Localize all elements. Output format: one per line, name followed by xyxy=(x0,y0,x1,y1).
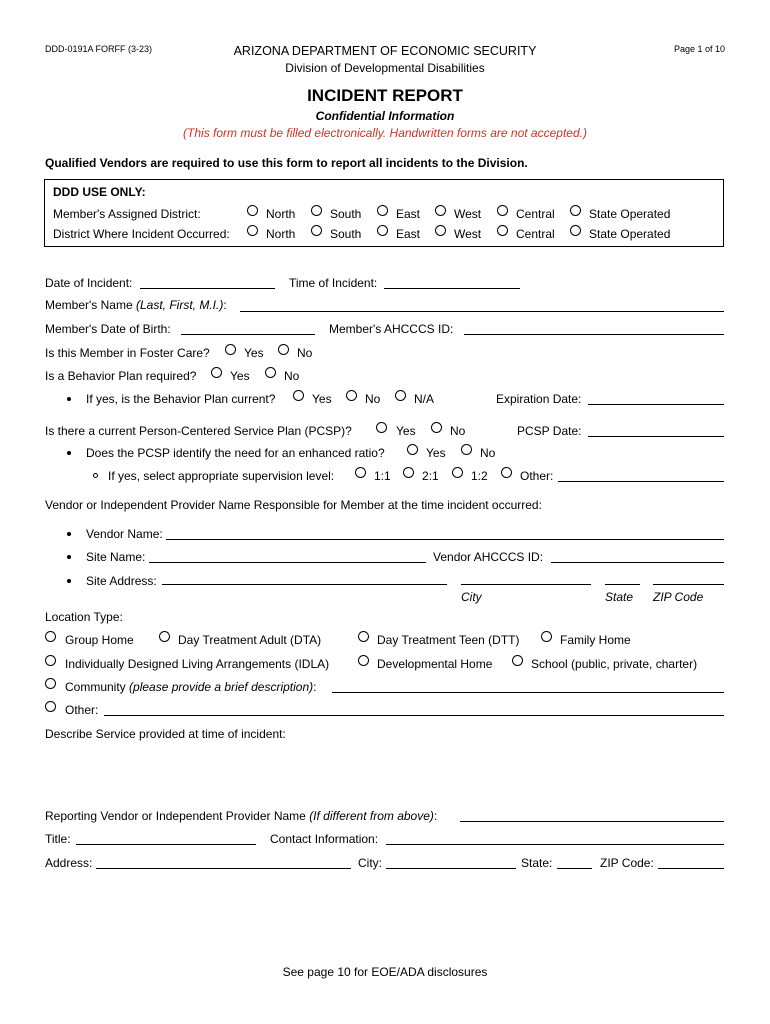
colon: : xyxy=(223,298,227,312)
date-of-incident-label: Date of Incident: xyxy=(45,276,133,290)
group-home-radio[interactable] xyxy=(45,631,56,642)
incident-south-radio[interactable] xyxy=(311,225,322,236)
no-label: No xyxy=(297,346,313,360)
agency-name: ARIZONA DEPARTMENT OF ECONOMIC SECURITY xyxy=(233,44,537,58)
member-name-field[interactable] xyxy=(240,311,724,312)
describe-service-label: Describe Service provided at time of incident: xyxy=(45,727,286,741)
ratio-1-1-radio[interactable] xyxy=(355,467,366,478)
ratio-yes-radio[interactable] xyxy=(407,444,418,455)
page-title: INCIDENT REPORT xyxy=(307,86,463,105)
idla-radio[interactable] xyxy=(45,655,56,666)
bullet xyxy=(67,532,71,536)
current-no-radio[interactable] xyxy=(346,390,357,401)
state-caption: State xyxy=(605,590,634,604)
yes-label: Yes xyxy=(396,424,416,438)
assigned-state-operated-radio[interactable] xyxy=(570,205,581,216)
community-text: Community xyxy=(65,680,126,694)
member-name-label xyxy=(45,298,227,312)
community-description-field[interactable] xyxy=(332,692,724,693)
colon: : xyxy=(313,680,317,694)
idla-label: Individually Designed Living Arrangements (IDLA) xyxy=(65,657,330,671)
division-name: Division of Developmental Disabilities xyxy=(285,61,485,75)
incident-west-radio[interactable] xyxy=(435,225,446,236)
pcsp-no-radio[interactable] xyxy=(431,422,442,433)
vendor-ahcccs-field[interactable] xyxy=(551,562,724,563)
ratio-other-label: Other: xyxy=(520,469,554,483)
other-location-label: Other: xyxy=(65,703,99,717)
behavior-no-radio[interactable] xyxy=(265,367,276,378)
behavior-plan-label: Is a Behavior Plan required? xyxy=(45,369,197,383)
pcsp-date-field[interactable] xyxy=(588,436,724,437)
no-label: No xyxy=(480,446,496,460)
assigned-district-label: Member's Assigned District: xyxy=(53,207,201,221)
site-name-field[interactable] xyxy=(149,562,426,563)
assigned-south-radio[interactable] xyxy=(311,205,322,216)
contact-info-field[interactable] xyxy=(386,844,724,845)
other-location-radio[interactable] xyxy=(45,701,56,712)
current-yes-radio[interactable] xyxy=(293,390,304,401)
ratio-no-radio[interactable] xyxy=(461,444,472,455)
behavior-yes-radio[interactable] xyxy=(211,367,222,378)
dtt-label: Day Treatment Teen (DTT) xyxy=(377,633,520,647)
time-of-incident-field[interactable] xyxy=(384,288,520,289)
community-hint: (please provide a brief description) xyxy=(129,680,314,694)
no-label: No xyxy=(284,369,300,383)
location-type-label: Location Type: xyxy=(45,610,123,624)
member-ahcccs-label: Member's AHCCCS ID: xyxy=(329,322,454,336)
dtt-radio[interactable] xyxy=(358,631,369,642)
zip-caption: ZIP Code xyxy=(653,590,704,604)
time-of-incident-label: Time of Incident: xyxy=(289,276,378,290)
yes-label: Yes xyxy=(426,446,446,460)
na-label: N/A xyxy=(414,392,435,406)
bullet xyxy=(67,579,71,583)
contact-info-label: Contact Information: xyxy=(270,832,379,846)
describe-service-area[interactable] xyxy=(45,745,725,800)
ddd-box-heading: DDD USE ONLY: xyxy=(53,185,146,199)
option-label: Central xyxy=(516,207,555,221)
option-label: Central xyxy=(516,227,555,241)
vendor-name-label: Vendor Name: xyxy=(86,527,163,541)
qualified-vendors-note: Qualified Vendors are required to use this form to report all incidents to the Division. xyxy=(45,156,528,170)
pcsp-date-label: PCSP Date: xyxy=(517,424,582,438)
enhanced-ratio-label: Does the PCSP identify the need for an enhanced ratio? xyxy=(86,446,385,460)
city-label: City: xyxy=(358,856,382,870)
ratio-2-1-label: 2:1 xyxy=(422,469,439,483)
behavior-current-label: If yes, is the Behavior Plan current? xyxy=(86,392,276,406)
address-label: Address: xyxy=(45,856,93,870)
reporting-vendor-label xyxy=(45,809,437,823)
option-label: State Operated xyxy=(589,207,671,221)
assigned-north-radio[interactable] xyxy=(247,205,258,216)
option-label: West xyxy=(454,207,482,221)
option-label: South xyxy=(330,227,362,241)
ratio-2-1-radio[interactable] xyxy=(403,467,414,478)
title-field[interactable] xyxy=(76,844,256,845)
ratio-1-2-label: 1:2 xyxy=(471,469,488,483)
date-of-incident-field[interactable] xyxy=(140,288,275,289)
assigned-west-radio[interactable] xyxy=(435,205,446,216)
colon: : xyxy=(433,809,438,823)
reporting-vendor-field[interactable] xyxy=(460,821,724,822)
dev-home-radio[interactable] xyxy=(358,655,369,666)
site-name-label: Site Name: xyxy=(86,550,146,564)
dta-label: Day Treatment Adult (DTA) xyxy=(178,633,322,647)
foster-yes-radio[interactable] xyxy=(225,344,236,355)
incident-east-radio[interactable] xyxy=(377,225,388,236)
title-label: Title: xyxy=(45,832,71,846)
zip-label: ZIP Code: xyxy=(600,856,654,870)
current-na-radio[interactable] xyxy=(395,390,406,401)
yes-label: Yes xyxy=(244,346,264,360)
bullet xyxy=(67,451,71,455)
ratio-1-1-label: 1:1 xyxy=(374,469,391,483)
option-label: West xyxy=(454,227,482,241)
option-label: East xyxy=(396,227,421,241)
site-address-field[interactable] xyxy=(162,584,447,585)
incident-district-label: District Where Incident Occurred: xyxy=(53,227,230,241)
incident-state-operated-radio[interactable] xyxy=(570,225,581,236)
site-state-field[interactable] xyxy=(605,584,640,585)
option-label: East xyxy=(396,207,421,221)
member-name-text: Member's Name xyxy=(45,298,133,312)
family-home-label: Family Home xyxy=(560,633,631,647)
assigned-east-radio[interactable] xyxy=(377,205,388,216)
option-label: North xyxy=(266,207,296,221)
foster-care-label: Is this Member in Foster Care? xyxy=(45,346,210,360)
school-label: School (public, private, charter) xyxy=(531,657,698,671)
member-dob-field[interactable] xyxy=(181,334,315,335)
incident-central-radio[interactable] xyxy=(497,225,508,236)
pcsp-label: Is there a current Person-Centered Service Plan (PCSP)? xyxy=(45,424,352,438)
vendor-responsible-label: Vendor or Independent Provider Name Responsible for Member at the time incident occurred: xyxy=(45,498,542,512)
member-ahcccs-field[interactable] xyxy=(464,334,724,335)
site-address-label: Site Address: xyxy=(86,574,157,588)
yes-label: Yes xyxy=(230,369,250,383)
electronic-notice: (This form must be filled electronically. Handwritten forms are not accepted.) xyxy=(183,126,587,140)
sub-bullet xyxy=(93,473,98,478)
foster-no-radio[interactable] xyxy=(278,344,289,355)
community-radio[interactable] xyxy=(45,678,56,689)
site-zip-field[interactable] xyxy=(653,584,724,585)
reporting-vendor-text: Reporting Vendor or Independent Provider Name xyxy=(45,809,306,823)
reporting-vendor-hint: (If different from above) xyxy=(309,809,434,823)
family-home-radio[interactable] xyxy=(541,631,552,642)
incident-north-radio[interactable] xyxy=(247,225,258,236)
state-field[interactable] xyxy=(557,868,592,869)
pcsp-yes-radio[interactable] xyxy=(376,422,387,433)
option-label: State Operated xyxy=(589,227,671,241)
school-radio[interactable] xyxy=(512,655,523,666)
group-home-label: Group Home xyxy=(65,633,134,647)
address-field[interactable] xyxy=(96,868,351,869)
no-label: No xyxy=(365,392,381,406)
ratio-other-radio[interactable] xyxy=(501,467,512,478)
dev-home-label: Developmental Home xyxy=(377,657,493,671)
ratio-other-field[interactable] xyxy=(558,481,724,482)
option-label: North xyxy=(266,227,296,241)
other-location-field[interactable] xyxy=(104,715,724,716)
state-label: State: xyxy=(521,856,553,870)
city-field[interactable] xyxy=(386,868,516,869)
member-dob-label: Member's Date of Birth: xyxy=(45,322,171,336)
supervision-label: If yes, select appropriate supervision level: xyxy=(108,469,335,483)
vendor-ahcccs-label: Vendor AHCCCS ID: xyxy=(433,550,544,564)
community-label xyxy=(65,680,316,694)
expiration-date-field[interactable] xyxy=(588,404,724,405)
vendor-name-field[interactable] xyxy=(166,539,724,540)
city-caption: City xyxy=(461,590,482,604)
assigned-central-radio[interactable] xyxy=(497,205,508,216)
ratio-1-2-radio[interactable] xyxy=(452,467,463,478)
page-number: Page 1 of 10 xyxy=(673,44,725,54)
confidential-label: Confidential Information xyxy=(315,109,455,123)
zip-field[interactable] xyxy=(658,868,724,869)
yes-label: Yes xyxy=(312,392,332,406)
site-city-field[interactable] xyxy=(461,584,591,585)
member-name-hint: (Last, First, M.I.) xyxy=(136,298,224,312)
dta-radio[interactable] xyxy=(159,631,170,642)
footer-disclosure: See page 10 for EOE/ADA disclosures xyxy=(282,965,488,979)
expiration-date-label: Expiration Date: xyxy=(496,392,582,406)
no-label: No xyxy=(450,424,466,438)
option-label: South xyxy=(330,207,362,221)
form-code: DDD-0191A FORFF (3-23) xyxy=(45,44,153,54)
bullet xyxy=(67,555,71,559)
bullet xyxy=(67,397,71,401)
